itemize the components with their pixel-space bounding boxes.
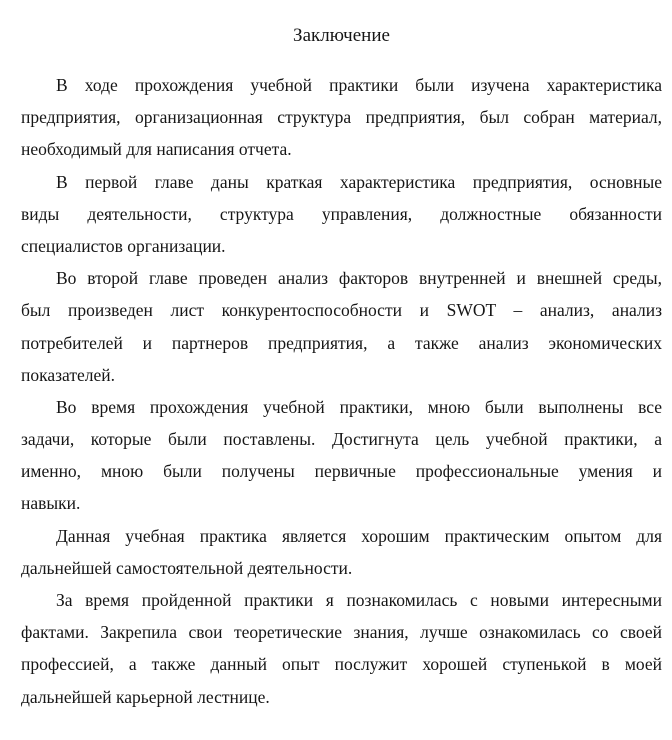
text-line: был произведен лист конкурентоспособности и SWOT – анализ, анализ (21, 300, 662, 321)
text-line: необходимый для написания отчета. (21, 139, 292, 160)
paragraph (21, 262, 662, 391)
paragraph (21, 69, 662, 166)
text-line: Во второй главе проведен анализ факторов внутренней и внешней среды, (56, 268, 662, 289)
text-line: виды деятельности, структура управления, должностные обязанности (21, 203, 662, 224)
paragraph (21, 520, 662, 584)
text-line: профессией, а также данный опыт послужит хорошей ступенькой в моей (21, 654, 662, 675)
paragraph (21, 584, 662, 713)
text-line: специалистов организации. (21, 235, 226, 256)
text-line: Данная учебная практика является хорошим практическим опытом для (56, 525, 662, 546)
text-line: показателей. (21, 364, 116, 385)
text-line: фактами. Закрепила свои теоретические знания, лучше ознакомилась со своей (21, 622, 662, 643)
text-line: навыки. (21, 493, 81, 514)
text-line: именно, мною были получены первичные профессиональные умения и (21, 461, 662, 482)
paragraph (21, 391, 662, 520)
text-line: потребителей и партнеров предприятия, а также анализ экономических (21, 332, 662, 353)
paragraph (21, 166, 662, 263)
text-line: дальнейшей самостоятельной деятельности. (21, 557, 353, 578)
text-line: задачи, которые были поставлены. Достигнута цель учебной практики, а (21, 429, 662, 450)
text-line: Во время прохождения учебной практики, мною были выполнены все (56, 396, 662, 417)
text-line: В ходе прохождения учебной практики были изучена характеристика (56, 75, 662, 95)
page-title: Заключение (293, 25, 390, 46)
text-line: В первой главе даны краткая характеристика предприятия, основные (56, 171, 662, 192)
text-line: дальнейшей карьерной лестнице. (21, 686, 270, 707)
text-line: предприятия, организационная структура предприятия, был собран материал, (21, 107, 662, 128)
text-line: За время пройденной практики я познакомилась с новыми интересными (56, 590, 662, 610)
